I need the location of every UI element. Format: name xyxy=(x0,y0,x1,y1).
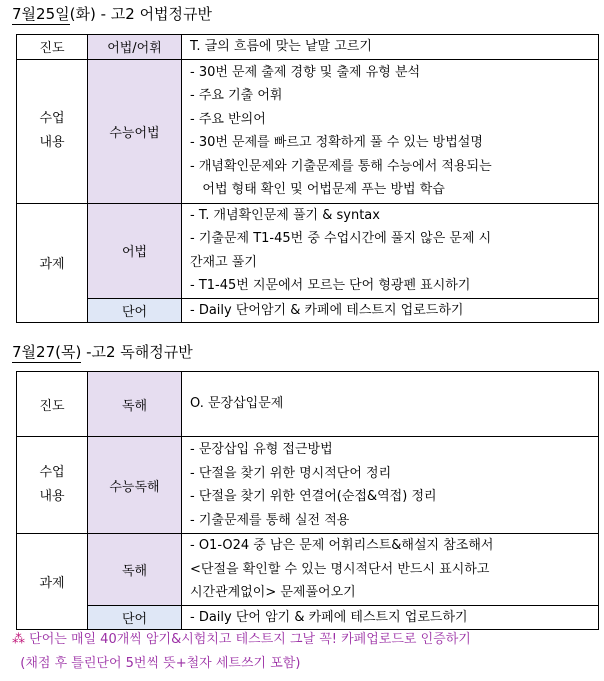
list-item: 어법 형태 확인 및 어법문제 푸는 방법 학습 xyxy=(190,182,445,197)
list-item: 간재고 풀기 xyxy=(190,254,257,270)
footnote xyxy=(12,628,471,676)
lesson-label: 수업 내용 xyxy=(17,437,88,534)
lesson-row xyxy=(17,59,599,203)
reading-label: 독해 xyxy=(88,372,182,437)
progress-row xyxy=(17,372,599,437)
lesson-label: 수업 내용 xyxy=(17,59,88,203)
list-item: - 주요 기출 어휘 xyxy=(190,88,283,103)
vocab-item: - Daily 단어암기 & 카페에 테스트지 업로드하기 xyxy=(182,298,599,323)
progress-label: 진도 xyxy=(17,35,88,60)
homework-row xyxy=(17,534,599,606)
lesson-category: 수능독해 xyxy=(88,437,182,534)
list-item: - 30번 문제를 빠르고 정확하게 풀 수 있는 방법설명 xyxy=(190,135,483,150)
section1-date: 7월25일 xyxy=(12,5,70,23)
homework-category: 독해 xyxy=(88,534,182,606)
vocab-row xyxy=(17,298,599,323)
list-item: 시간관계없이> 문제풀어오기 xyxy=(190,585,356,600)
section2-date: 7월27(목) xyxy=(12,343,82,361)
vocab-row xyxy=(17,605,599,630)
list-item: - T. 개념확인문제 풀기 & syntax xyxy=(190,207,380,223)
section2-title: -고2 독해정규반 xyxy=(81,343,193,361)
footnote-line2: (채점 후 틀린단어 5번씩 뜻+철자 세트쓰기 포함) xyxy=(12,656,301,671)
progress-row xyxy=(17,35,599,60)
section1-title: (화) - 고2 어법정규반 xyxy=(69,5,213,23)
list-item: - 단절을 찾기 위한 명시적단어 정리 xyxy=(190,465,392,481)
homework-label: 과제 xyxy=(17,203,88,323)
homework-items xyxy=(182,203,599,298)
grammar-vocab-label: 어법/어휘 xyxy=(88,35,182,60)
list-item: - 단절을 찾기 위한 연결어(순접&역접) 정리 xyxy=(190,489,437,504)
progress-label: 진도 xyxy=(17,372,88,437)
list-item: - 30번 문제 출제 경향 및 출제 유형 분석 xyxy=(190,64,421,80)
footnote-line1: 단어는 매일 40개씩 암기&시험치고 테스트지 그날 꼭! 카페업로드로 인증하기 xyxy=(25,632,471,647)
list-item: - 주요 반의어 xyxy=(190,111,266,127)
list-item: - O1-O24 중 남은 문제 어휘리스트&해설지 참조해서 xyxy=(190,538,494,553)
progress-topic: T. 글의 흐름에 맞는 낱말 고르기 xyxy=(182,35,599,60)
section2-heading xyxy=(12,342,193,362)
asterism-icon: ⁂ xyxy=(12,632,25,647)
list-item: - 기출문제 T1-45번 중 수업시간에 풀지 않은 문제 시 xyxy=(190,231,492,246)
lesson-category: 수능어법 xyxy=(88,59,182,203)
list-item: - T1-45번 지문에서 모르는 단어 형광펜 표시하기 xyxy=(190,278,471,293)
homework-row xyxy=(17,203,599,298)
lesson-row xyxy=(17,437,599,534)
list-item: <단절을 확인할 수 있는 명시적단서 반드시 표시하고 xyxy=(190,561,490,577)
lesson-items xyxy=(182,59,599,203)
homework-label: 과제 xyxy=(17,534,88,630)
homework-items xyxy=(182,534,599,606)
list-item: - 문장삽입 유형 접근방법 xyxy=(190,442,333,457)
homework-category: 어법 xyxy=(88,203,182,298)
vocab-category: 단어 xyxy=(88,605,182,630)
reading-class-table xyxy=(16,371,599,630)
lesson-items xyxy=(182,437,599,534)
vocab-item: - Daily 단어 암기 & 카페에 테스트지 업로드하기 xyxy=(182,605,599,630)
list-item: - 기출문제를 통해 실전 적용 xyxy=(190,512,350,528)
grammar-class-table xyxy=(16,34,599,323)
section1-heading xyxy=(12,4,212,24)
list-item: - 개념확인문제와 기출문제를 통해 수능에서 적용되는 xyxy=(190,158,492,174)
progress-topic: O. 문장삽입문제 xyxy=(182,372,599,437)
vocab-category: 단어 xyxy=(88,298,182,323)
